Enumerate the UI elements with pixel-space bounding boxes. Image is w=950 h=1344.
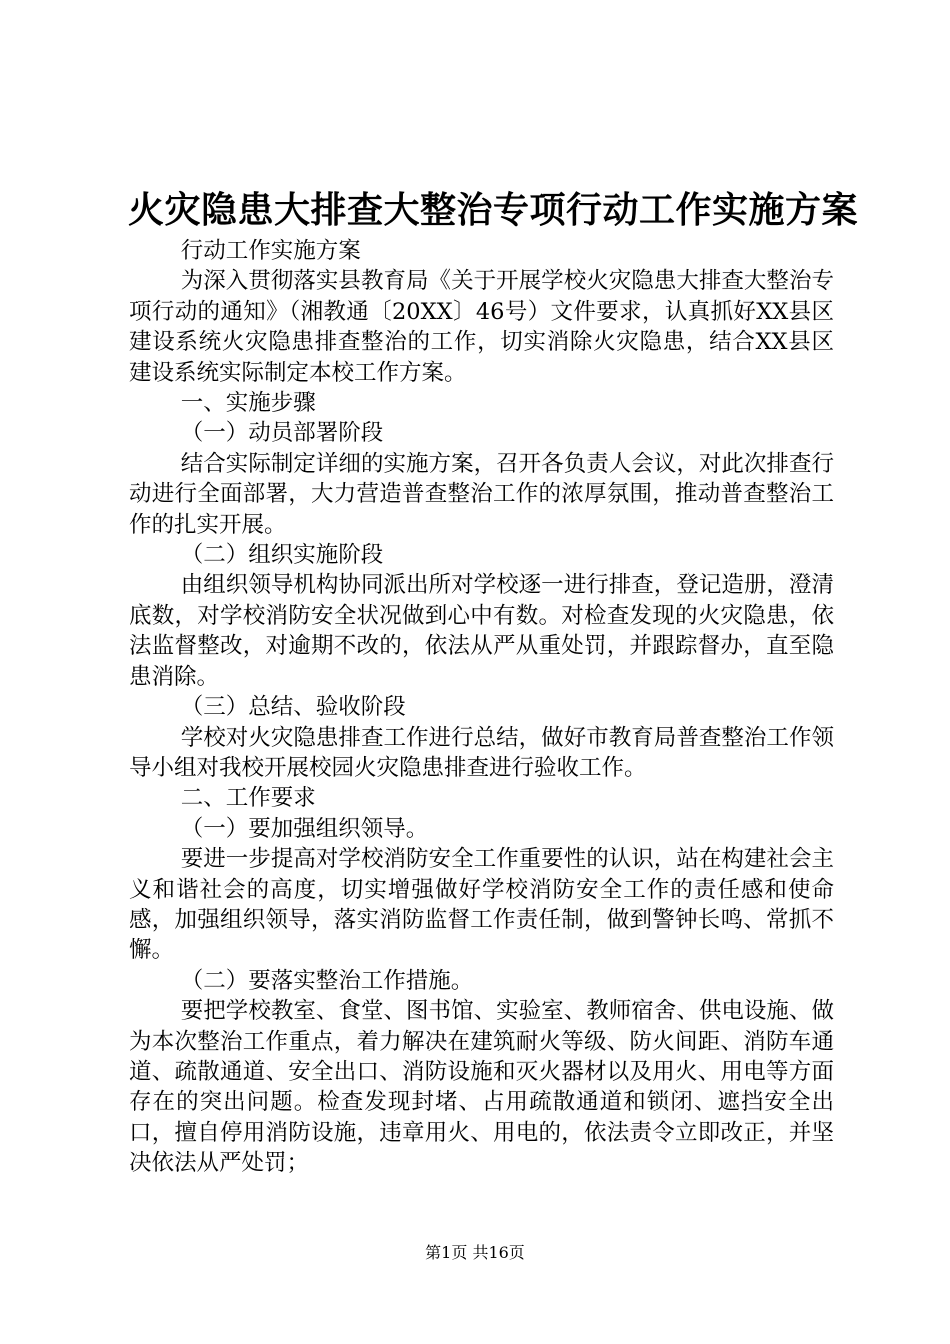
paragraph: 行动工作实施方案: [180, 238, 361, 264]
paragraph: 要进一步提高对学校消防安全工作重要性的认识，站在构建社会主义和谐社会的高度，切实增强做好学校消防安全工作的责任感和使命感，加强组织领导，落实消防监督工作责任制，做到警钟长鸣、常抓不懈。: [129, 846, 834, 964]
subsection-heading: （二）组织实施阶段: [180, 542, 384, 569]
subsection-heading: （三）总结、验收阶段: [180, 694, 406, 721]
subsection-heading: （二）要落实整治工作措施。: [180, 967, 474, 994]
section-heading: 一、实施步骤: [180, 390, 316, 417]
paragraph: 要把学校教室、食堂、图书馆、实验室、教师宿舍、供电设施、做为本次整治工作重点，着力解决在建筑耐火等级、防火间距、消防车通道、疏散通道、安全出口、消防设施和灭火器材以及用火、用电等方面存在的突出问题。检查发现封堵、占用疏散通道和锁闭、遮挡安全出口，擅自停用消防设施，违章用火、用电的，依法责令立即改正，并坚决依法从严处罚；: [129, 998, 834, 1177]
subsection-heading: （一）动员部署阶段: [180, 420, 384, 447]
subsection-heading: （一）要加强组织领导。: [180, 815, 429, 842]
paragraph: 由组织领导机构协同派出所对学校逐一进行排查，登记造册，澄清底数，对学校消防安全状况做到心中有数。对检查发现的火灾隐患，依法监督整改，对逾期不改的，依法从严从重处罚，并跟踪督办，直至隐患消除。: [129, 572, 834, 690]
page-footer: 第1页 共16页: [425, 1243, 525, 1262]
document-title: 火灾隐患大排查大整治专项行动工作实施方案: [128, 189, 859, 231]
section-heading: 二、工作要求: [180, 785, 316, 812]
paragraph: 学校对火灾隐患排查工作进行总结，做好市教育局普查整治工作领导小组对我校开展校园火灾隐患排查进行验收工作。: [129, 724, 834, 781]
paragraph: 结合实际制定详细的实施方案，召开各负责人会议，对此次排查行动进行全面部署，大力营造普查整治工作的浓厚氛围，推动普查整治工作的扎实开展。: [129, 450, 834, 538]
document-body: [129, 236, 834, 1179]
paragraph: 为深入贯彻落实县教育局《关于开展学校火灾隐患大排查大整治专项行动的通知》（湘教通〔20XX〕46号）文件要求，认真抓好XX县区建设系统火灾隐患排查整治的工作，切实消除火灾隐患，结合XX县区建设系统实际制定本校工作方案。: [129, 268, 834, 386]
